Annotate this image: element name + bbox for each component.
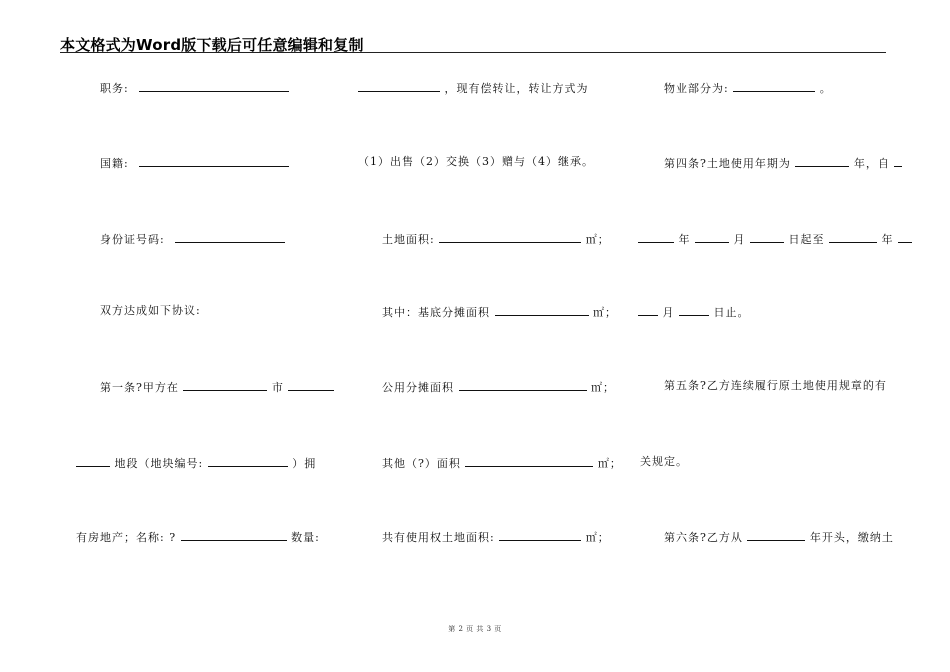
end-year-label: 年	[881, 233, 894, 246]
article5-cont-text: 关规定。	[640, 455, 688, 468]
public-area-unit: ㎡；	[591, 381, 615, 394]
col1-property-line	[76, 529, 320, 545]
base-area-label: 其中：基底分摊面积	[382, 306, 490, 319]
other-area-blank	[465, 455, 593, 467]
col3-end-date-line	[638, 304, 750, 320]
public-area-blank	[459, 379, 587, 391]
property-part-blank	[733, 80, 815, 92]
parcel-number-blank	[208, 455, 288, 467]
start-month-label: 月	[733, 233, 746, 246]
property-part-end: 。	[819, 82, 832, 95]
start-year-blank	[638, 231, 674, 243]
article1-text: 第一条?甲方在	[100, 381, 179, 394]
col1-parcel-line	[76, 455, 316, 471]
col3-article5-line	[664, 379, 887, 393]
col3-article4-line	[664, 155, 902, 171]
end-day-blank	[679, 304, 709, 316]
col1-position-line	[100, 80, 289, 96]
position-label: 职务:	[100, 82, 129, 95]
col2-other-area-line	[382, 455, 622, 471]
nationality-blank	[139, 155, 289, 167]
public-area-label: 公用分摊面积	[382, 381, 454, 394]
city-blank	[183, 379, 267, 391]
col1-nationality-line	[100, 155, 289, 171]
start-day-label: 日起至	[788, 233, 825, 246]
end-month-blank	[638, 304, 658, 316]
start-day-blank	[750, 231, 784, 243]
col1-agreement-line	[100, 304, 201, 318]
article6-text: 第六条?乙方从	[664, 531, 743, 544]
col2-base-area-line	[382, 304, 617, 320]
property-part-label: 物业部分为:	[664, 82, 729, 95]
start-month-blank	[695, 231, 729, 243]
property-name-label: 有房地产；名称: ?	[76, 531, 177, 544]
id-number-label: 身份证号码:	[100, 233, 165, 246]
col3-article5-cont-line	[640, 455, 688, 469]
parcel-suffix: ）拥	[292, 457, 317, 470]
transfer-text: ，现有偿转让，转让方式为	[444, 82, 589, 95]
shared-area-blank	[499, 529, 581, 541]
end-day-label: 日止。	[713, 306, 750, 319]
end-year-blank	[829, 231, 877, 243]
agreement-text: 双方达成如下协议:	[100, 304, 201, 317]
col3-property-part-line	[664, 80, 832, 96]
base-area-unit: ㎡；	[593, 306, 617, 319]
article4-text: 第四条?土地使用年期为	[664, 157, 791, 170]
nationality-label: 国籍:	[100, 157, 129, 170]
header-divider	[60, 52, 886, 53]
col1-id-number-line	[100, 231, 285, 247]
id-number-blank	[175, 231, 285, 243]
article6-cont-text: 年开头，缴纳土	[809, 531, 894, 544]
land-term-blank	[795, 155, 849, 167]
article6-year-blank	[747, 529, 805, 541]
transfer-methods-text: （1）出售（2）交换（3）赠与（4）继承。	[358, 155, 594, 168]
quantity-label: 数量:	[291, 531, 320, 544]
col3-date-range-line	[638, 231, 912, 247]
shared-area-label: 共有使用权土地面积:	[382, 531, 495, 544]
land-area-unit: ㎡；	[585, 233, 610, 246]
col2-shared-area-line	[382, 529, 610, 545]
transfer-blank	[358, 80, 440, 92]
col2-land-area-line	[382, 231, 610, 247]
start-year-label: 年	[678, 233, 691, 246]
end-year-tail-blank	[898, 231, 912, 243]
city-label: 市	[271, 381, 284, 394]
page-number: 第 2 页 共 3 页	[448, 625, 502, 633]
land-term-unit: 年，自	[853, 157, 890, 170]
property-name-blank	[181, 529, 287, 541]
col3-article6-line	[664, 529, 894, 545]
parcel-prefix-blank	[76, 455, 110, 467]
document-header-title: 本文格式为Word版下载后可任意编辑和复制	[60, 36, 364, 54]
district-blank	[288, 379, 334, 391]
col2-transfer-methods-line	[358, 155, 594, 169]
col2-transfer-line	[358, 80, 589, 96]
base-area-blank	[495, 304, 589, 316]
land-area-blank	[439, 231, 581, 243]
other-area-label: 其他（?）面积	[382, 457, 461, 470]
parcel-label: 地段（地块编号:	[114, 457, 204, 470]
other-area-unit: ㎡；	[597, 457, 622, 470]
position-blank	[139, 80, 289, 92]
end-month-label: 月	[662, 306, 675, 319]
col1-article1-line	[100, 379, 334, 395]
shared-area-unit: ㎡；	[585, 531, 610, 544]
article5-text: 第五条?乙方连续履行原土地使用规章的有	[664, 379, 887, 392]
land-area-label: 土地面积:	[382, 233, 435, 246]
col2-public-area-line	[382, 379, 615, 395]
land-term-start-blank	[894, 155, 902, 167]
